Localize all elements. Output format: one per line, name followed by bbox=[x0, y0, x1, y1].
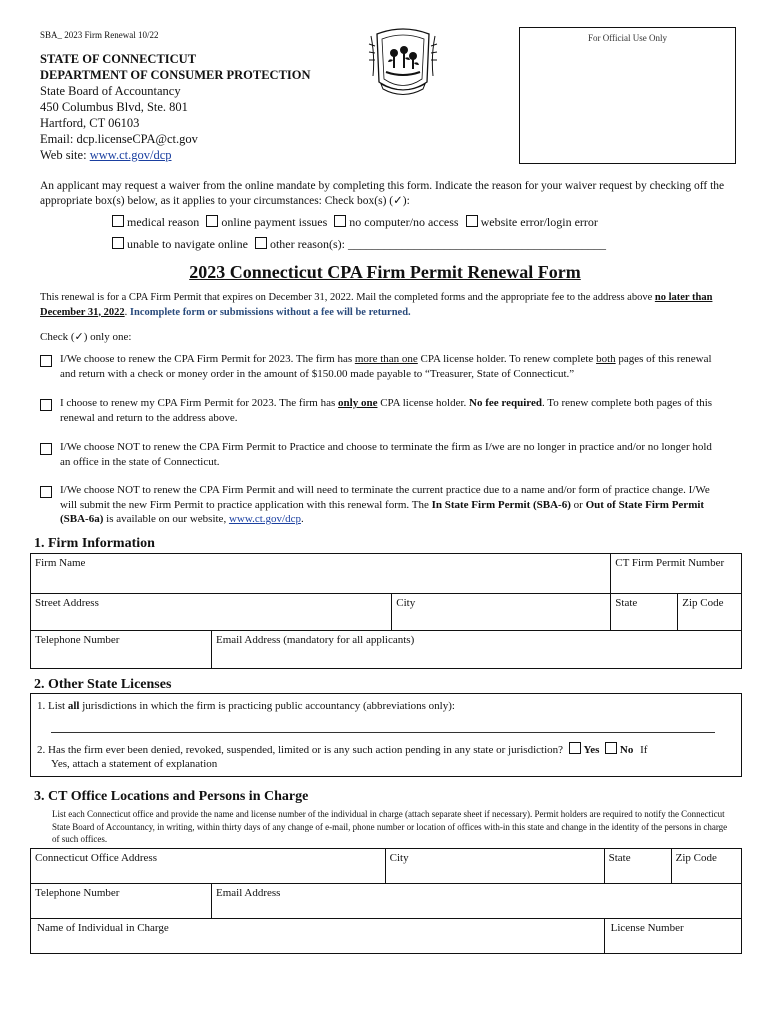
q2-yes-checkbox[interactable] bbox=[569, 742, 581, 754]
choice-renew-multi bbox=[60, 352, 730, 381]
waiver-label-website-error: website error/login error bbox=[480, 215, 598, 229]
waiver-checkbox-medical[interactable] bbox=[112, 215, 124, 227]
choice4-bold-2: Out of State Firm Permit (SBA-6a) bbox=[60, 498, 705, 525]
waiver-label-no-computer: no computer/no access bbox=[349, 215, 459, 229]
office-table bbox=[30, 848, 742, 954]
choice2-text-a: I choose to renew my CPA Firm Permit for 2023. The firm has bbox=[60, 397, 339, 409]
agency-line1: STATE OF CONNECTICUT bbox=[40, 52, 197, 66]
choice2-text-c: . To renew complete both pages of this renewal and return to the address above. bbox=[60, 397, 713, 424]
agency-block bbox=[40, 51, 311, 163]
choice2-bold: No fee required bbox=[469, 397, 542, 409]
permit-number-field[interactable]: CT Firm Permit Number bbox=[611, 554, 742, 594]
renewal-note: This renewal is for a CPA Firm Permit that expires on December 31, 2022. Mail the completed forms and the appropriate fee to the address above no later than December 31, 2022. Incomplete form or submissions without a fee will be returned. bbox=[40, 292, 713, 318]
connecticut-state-seal-icon bbox=[367, 26, 439, 100]
choice1-underline-2: both bbox=[596, 353, 616, 365]
office-phone-field[interactable]: Telephone Number bbox=[31, 884, 212, 919]
renewal-note-text: This renewal is for a CPA Firm Permit that expires on December 31, 2022. Mail the completed forms and the appropriate fee to the address above bbox=[40, 292, 653, 303]
firm-zip-field[interactable]: Zip Code bbox=[678, 594, 742, 631]
website-prefix: Web site: bbox=[40, 148, 90, 162]
firm-city-field[interactable]: City bbox=[392, 594, 611, 631]
choice4-bold-1: In State Firm Permit (SBA-6) bbox=[431, 498, 571, 511]
website-line bbox=[40, 147, 311, 163]
q2-if: If bbox=[640, 744, 648, 756]
waiver-checkbox-other[interactable] bbox=[255, 237, 267, 249]
choice4-text-b: or bbox=[570, 498, 586, 511]
q1-text-a: 1. List bbox=[37, 700, 68, 712]
q1-text bbox=[37, 699, 455, 714]
firm-name-field[interactable]: Firm Name bbox=[31, 554, 611, 594]
choice-name-change bbox=[60, 483, 725, 527]
check-instruction: Check (✓) only one: bbox=[40, 331, 132, 343]
choice4-text-c: is available on our website, bbox=[103, 513, 229, 525]
choice-renew-single bbox=[60, 396, 720, 425]
waiver-label-other: other reason(s): ___________________________________________ bbox=[269, 237, 606, 251]
q2-text-a: 2. Has the firm ever been denied, revoked, suspended, limited or is any such action pending in any state or jurisdiction? bbox=[37, 744, 564, 756]
office-state-field[interactable]: State bbox=[604, 849, 671, 884]
waiver-label-medical: medical reason bbox=[127, 215, 200, 229]
choice2-underline: only one bbox=[338, 397, 378, 409]
choice-terminate: I/We choose NOT to renew the CPA Firm Permit to Practice and choose to terminate the firm as I/we are no longer in practice and/or no longer hold an office in the state of Connecticut. bbox=[60, 441, 712, 468]
waiver-checkbox-navigate[interactable] bbox=[112, 237, 124, 249]
renewal-deadline: no later than December 31, 2022 bbox=[40, 292, 713, 318]
section3-note: List each Connecticut office and provide the name and license number of the individual in charge (attach separate sheet if necessary). Permit holders are required to notify the Connecticut State Board of Accountancy, in writing, within thirty days of any change of e-mail, phone number or location of offices with-in this state and change in the identity of the persons in charge of such offices. bbox=[52, 809, 728, 844]
agency-line2: DEPARTMENT OF CONSUMER PROTECTION bbox=[40, 68, 311, 82]
choice4-text-d: . bbox=[300, 513, 304, 525]
office-zip-field[interactable]: Zip Code bbox=[671, 849, 741, 884]
choice2-text-b: CPA license holder. bbox=[377, 397, 470, 409]
official-use-label: For Official Use Only bbox=[587, 33, 668, 43]
city-address: Hartford, CT 06103 bbox=[40, 116, 140, 130]
form-title: 2023 Connecticut CPA Firm Permit Renewal Form bbox=[189, 262, 581, 282]
choice4-text-a: I/We choose NOT to renew the CPA Firm Permit and will need to terminate the current practice due to a name and/or form of practice change. I/We will submit the new Firm Permit to practice application with this renewal form. The bbox=[60, 484, 710, 511]
choice-checkbox-renew-multi[interactable] bbox=[40, 355, 52, 367]
form-code: SBA_ 2023 Firm Renewal 10/22 bbox=[40, 30, 159, 40]
website-link[interactable]: www.ct.gov/dcp bbox=[89, 148, 172, 162]
firm-email-field[interactable]: Email Address (mandatory for all applicants) bbox=[212, 631, 742, 669]
section2-heading: 2. Other State Licenses bbox=[34, 677, 172, 692]
waiver-checkbox-payment[interactable] bbox=[206, 215, 218, 227]
choice-checkbox-name-change[interactable] bbox=[40, 486, 52, 498]
jurisdictions-input-line[interactable] bbox=[51, 732, 715, 733]
section3-heading: 3. CT Office Locations and Persons in Charge bbox=[34, 789, 309, 804]
office-email-field[interactable]: Email Address bbox=[212, 884, 742, 919]
license-number-field[interactable]: License Number bbox=[604, 919, 741, 954]
other-licenses-box bbox=[30, 693, 742, 777]
q2-text bbox=[37, 742, 647, 758]
person-in-charge-field[interactable]: Name of Individual in Charge bbox=[31, 919, 605, 954]
contact-email: Email: dcp.licenseCPA@ct.gov bbox=[40, 132, 198, 146]
waiver-label-navigate: unable to navigate online bbox=[127, 237, 248, 251]
waiver-checkbox-website-error[interactable] bbox=[466, 215, 478, 227]
waiver-checkbox-no-computer[interactable] bbox=[334, 215, 346, 227]
choice4-website-link[interactable]: www.ct.gov/dcp bbox=[228, 513, 301, 525]
q2-yes-label: Yes bbox=[583, 744, 600, 756]
choice1-text-c: pages of this renewal and return with a check or money order in the amount of $150.00 made payable to “Treasurer, State of Connecticut.” bbox=[60, 353, 712, 380]
choice-checkbox-terminate[interactable] bbox=[40, 443, 52, 455]
firm-info-table bbox=[30, 553, 742, 669]
renewal-warning: Incomplete form or submissions without a fee will be returned. bbox=[129, 306, 411, 318]
board-name: State Board of Accountancy bbox=[40, 84, 181, 98]
q2-explanation: Yes, attach a statement of explanation bbox=[51, 758, 218, 770]
section1-heading: 1. Firm Information bbox=[34, 536, 155, 551]
office-city-field[interactable]: City bbox=[385, 849, 604, 884]
street-address: 450 Columbus Blvd, Ste. 801 bbox=[40, 100, 188, 114]
firm-street-field[interactable]: Street Address bbox=[31, 594, 392, 631]
choice-checkbox-renew-single[interactable] bbox=[40, 399, 52, 411]
firm-phone-field[interactable]: Telephone Number bbox=[31, 631, 212, 669]
waiver-row-1 bbox=[112, 215, 598, 230]
waiver-label-payment: online payment issues bbox=[221, 215, 328, 229]
q1-text-b: jurisdictions in which the firm is practicing public accountancy (abbreviations only): bbox=[79, 700, 455, 712]
choice1-text-b: CPA license holder. To renew complete bbox=[417, 353, 597, 365]
firm-state-field[interactable]: State bbox=[611, 594, 678, 631]
q1-bold: all bbox=[67, 700, 80, 712]
waiver-row-2 bbox=[112, 237, 606, 252]
q2-no-label: No bbox=[619, 744, 634, 756]
q2-no-checkbox[interactable] bbox=[605, 742, 617, 754]
choice1-underline-1: more than one bbox=[354, 353, 418, 365]
office-address-field[interactable]: Connecticut Office Address bbox=[31, 849, 386, 884]
choice1-text-a: I/We choose to renew the CPA Firm Permit for 2023. The firm has bbox=[60, 353, 355, 365]
official-use-box bbox=[519, 27, 736, 164]
waiver-intro: An applicant may request a waiver from the online mandate by completing this form. Indicate the reason for your waiver request by checking off the appropriate box(s) below, as it applies to your circumstances: Check box(s) (✓): bbox=[40, 180, 725, 207]
